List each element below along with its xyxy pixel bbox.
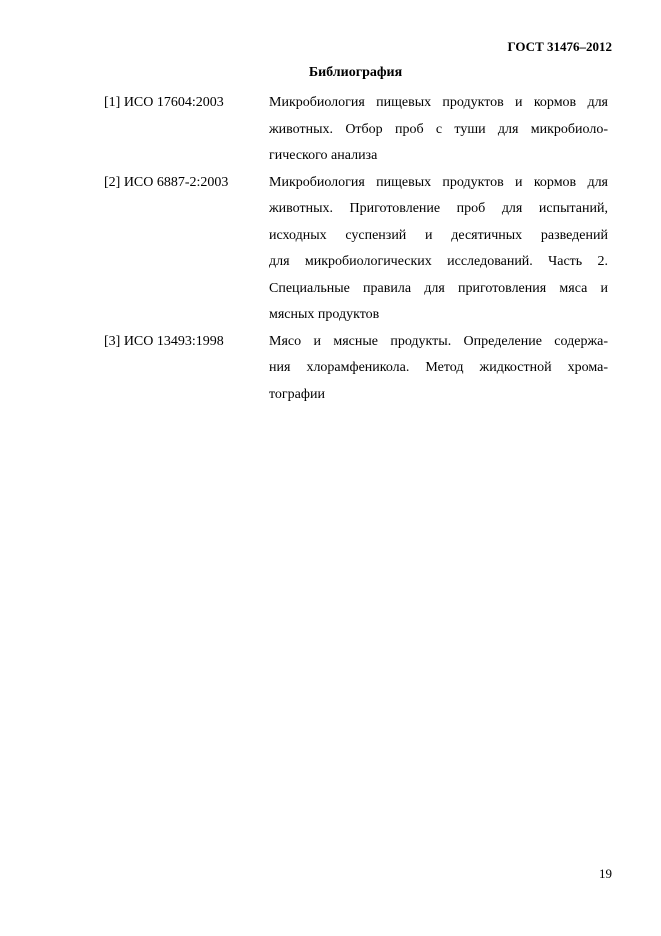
bibliography-description <box>269 329 608 409</box>
bibliography-description <box>269 90 608 170</box>
page-title: Библиография <box>308 65 403 80</box>
bibliography-entry <box>104 170 608 329</box>
description-line: ния хлорамфеникола. Метод жидкостной хрома- <box>269 360 608 375</box>
description-line: животных. Приготовление проб для испытаний, <box>269 201 608 216</box>
bibliography-reference: [1] ИСО 17604:2003 <box>104 95 224 110</box>
description-line: для микробиологических исследований. Часть 2. <box>269 254 608 269</box>
description-line: исходных суспензий и десятичных разведений <box>269 227 608 243</box>
description-line: Специальные правила для приготовления мяса и <box>269 280 608 296</box>
description-line: гического анализа <box>269 148 378 163</box>
bibliography-description <box>269 170 608 329</box>
document-code: ГОСТ 31476–2012 <box>507 39 612 54</box>
page-number: 19 <box>599 866 612 881</box>
bibliography-entry <box>104 90 608 170</box>
description-line: Микробиология пищевых продуктов и кормов для <box>269 174 608 190</box>
description-line: животных. Отбор проб с туши для микробиоло- <box>269 121 608 137</box>
description-line: мясных продуктов <box>269 307 380 322</box>
description-line: Микробиология пищевых продуктов и кормов для <box>269 95 608 110</box>
description-line: тографии <box>269 386 325 402</box>
bibliography-entry <box>104 329 608 409</box>
description-line: Мясо и мясные продукты. Определение содержа- <box>269 333 608 349</box>
bibliography-list <box>104 90 608 408</box>
bibliography-reference: [3] ИСО 13493:1998 <box>104 333 224 349</box>
bibliography-reference: [2] ИСО 6887-2:2003 <box>104 174 229 190</box>
